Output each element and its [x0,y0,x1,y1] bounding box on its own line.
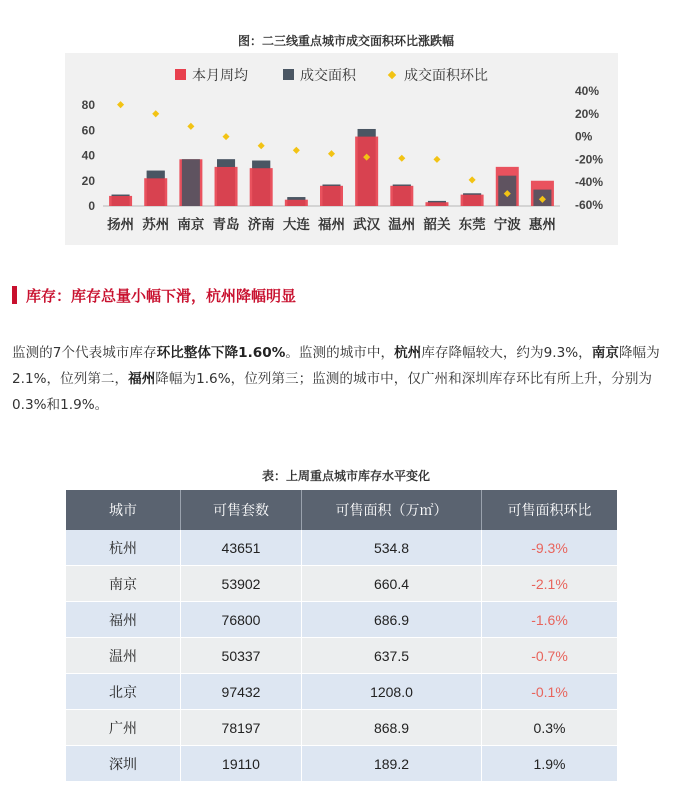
para-text: 降幅为2.1%，位列第二， [12,345,660,387]
bar-area-top [393,185,411,186]
table-body [66,530,617,782]
bar-area-inner [182,159,200,206]
legend-label: 成交面积环比 [404,68,488,84]
inventory-table [66,490,617,782]
legend-swatch [175,69,186,80]
category-label: 惠州 [528,217,556,233]
category-label: 宁波 [493,217,521,233]
summary-paragraph [12,340,682,418]
cell-area: 686.9 [302,602,482,638]
table-row [66,710,617,746]
bar-weekly-avg [250,168,273,206]
chart-caption: 图：二三线重点城市成交面积环比涨跌幅 [237,34,454,48]
cell-city: 温州 [66,638,181,674]
bar-area-top [112,195,130,196]
table-row [66,638,617,674]
left-tick-label: 60 [81,123,95,138]
cell-city: 北京 [66,674,181,710]
bar-weekly-avg [109,196,132,206]
table-row [66,746,617,782]
chart-svg [65,53,618,245]
chart-area [65,53,618,245]
table-row [66,602,617,638]
cell-city: 深圳 [66,746,181,782]
header-area: 可售面积（万㎡） [302,490,482,530]
category-label: 苏州 [142,217,170,233]
cell-area: 534.8 [302,530,482,566]
cell-city: 广州 [66,710,181,746]
category-label: 青岛 [212,217,240,233]
left-tick-label: 0 [88,199,95,213]
para-text: 监测的7个代表城市库存 [12,345,157,361]
right-tick-label: -40% [575,175,604,190]
left-tick-label: 20 [81,173,95,188]
para-text: 降幅为1.6%，位列第三；监测的城市中，仅广州和深圳库存环比有所上升，分别为0.3%和1.9%。 [12,371,653,413]
header-city: 城市 [66,490,181,530]
chart-legend [175,67,488,84]
bar-weekly-avg [425,202,448,206]
bar-area-top [147,171,165,179]
right-tick-label: 20% [575,106,600,121]
bar-weekly-avg [320,186,343,206]
cell-area-change: -0.1% [482,674,618,710]
cell-units: 97432 [181,674,302,710]
legend-swatch [283,69,294,80]
cell-area-change: -2.1% [482,566,618,602]
category-label: 济南 [247,217,275,233]
category-label: 武汉 [353,217,381,233]
cell-units: 43651 [181,530,302,566]
bar-weekly-avg [390,186,413,206]
table-row [66,674,617,710]
cell-city: 南京 [66,566,181,602]
category-label: 福州 [318,217,345,233]
cell-area-change: 1.9% [482,746,618,782]
para-text: 。监测的城市中， [285,345,395,361]
right-tick-label: 40% [575,84,600,98]
cell-area-change: -1.6% [482,602,618,638]
cell-area: 637.5 [302,638,482,674]
category-label: 扬州 [107,217,135,233]
cell-area-change: -9.3% [482,530,618,566]
cell-units: 78197 [181,710,302,746]
cell-units: 76800 [181,602,302,638]
left-tick-label: 80 [81,98,95,112]
header-units: 可售套数 [181,490,302,530]
table-row [66,566,617,602]
para-bold: 南京 [591,345,619,361]
legend-label: 本月周均 [192,68,248,84]
left-tick-label: 40 [81,148,95,163]
bar-weekly-avg [285,200,308,206]
table-row [66,530,617,566]
right-tick-label: -20% [575,152,604,167]
cell-area-change: 0.3% [482,710,618,746]
bar-weekly-avg [461,195,484,206]
table-header-row [66,490,617,530]
bar-area-top [217,159,235,167]
category-label: 东莞 [458,217,486,233]
cell-area: 868.9 [302,710,482,746]
bar-area-top [287,197,305,200]
bar-area-top [358,129,376,137]
cell-city: 福州 [66,602,181,638]
para-text: 库存降幅较大，约为9.3%， [421,345,592,361]
cell-units: 53902 [181,566,302,602]
category-label: 温州 [388,217,416,233]
bar-area-top [252,161,270,169]
bar-area-top [428,201,446,202]
category-label: 大连 [282,217,310,233]
para-bold: 福州 [128,371,156,387]
cell-units: 19110 [181,746,302,782]
right-tick-label: 0% [575,129,593,144]
category-label: 南京 [177,217,205,233]
cell-area-change: -0.7% [482,638,618,674]
para-bold: 环比整体下降1.60% [156,345,286,361]
header-area-change: 可售面积环比 [482,490,618,530]
section-heading-text: 库存：库存总量小幅下滑，杭州降幅明显 [26,286,297,305]
table-caption: 表：上周重点城市库存水平变化 [261,469,430,483]
bar-area-top [323,185,341,186]
cell-city: 杭州 [66,530,181,566]
cell-units: 50337 [181,638,302,674]
cell-area: 189.2 [302,746,482,782]
cell-area: 660.4 [302,566,482,602]
bar-weekly-avg [144,178,167,206]
legend-label: 成交面积 [300,68,356,84]
right-tick-label: -60% [575,198,604,212]
bar-weekly-avg [215,167,238,206]
para-bold: 杭州 [394,345,422,361]
section-heading [12,285,296,305]
category-label: 韶关 [423,217,451,233]
heading-accent-bar [12,286,17,304]
bar-area-top [463,193,481,194]
cell-area: 1208.0 [302,674,482,710]
bar-weekly-avg [355,137,378,206]
